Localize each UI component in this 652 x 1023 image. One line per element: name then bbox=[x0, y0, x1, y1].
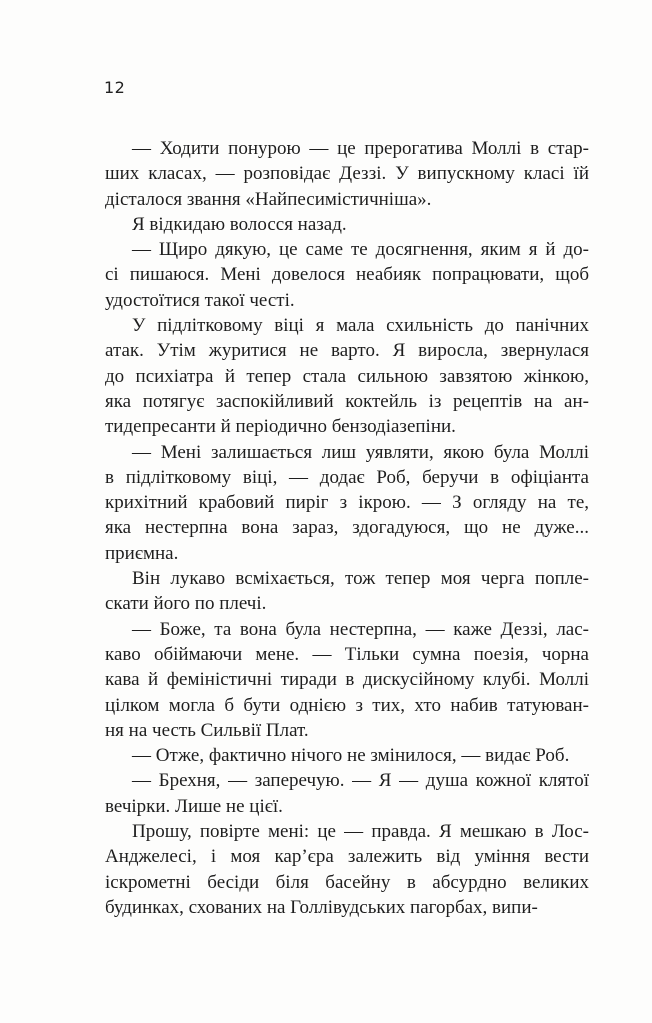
text-line: удостоїтися такої честі. bbox=[105, 289, 295, 311]
page-number: 12 bbox=[104, 78, 126, 97]
text-line: каво обіймаючи мене. — Тільки сумна поезія, чорна bbox=[105, 643, 589, 665]
paragraph bbox=[105, 743, 589, 768]
text-line: дісталося звання «Найпесимістичніша». bbox=[105, 188, 432, 210]
text-line: приємна. bbox=[105, 542, 179, 564]
text-line: яка нестерпна вона зараз, здогадуюся, що не дуже... bbox=[105, 517, 589, 539]
paragraph bbox=[105, 237, 589, 313]
paragraph bbox=[105, 313, 589, 439]
paragraph bbox=[105, 212, 589, 237]
text-line: яка потягує заспокійливий коктейль із рецептів на ан- bbox=[105, 390, 589, 412]
text-line: — Ходити понурою — це прерогатива Моллі в стар- bbox=[132, 138, 589, 159]
text-line: будинках, схованих на Голлівудських пагорбах, випи- bbox=[105, 896, 538, 918]
paragraph bbox=[105, 440, 589, 566]
text-line: тидепресанти й періодично бензодіазепіни. bbox=[105, 416, 456, 438]
text-line: іскрометні бесіди біля басейну в абсурдно великих bbox=[105, 871, 589, 893]
text-line: Прошу, повірте мені: це — правда. Я мешкаю в Лос- bbox=[132, 821, 589, 843]
text-line: — Мені залишається лиш уявляти, якою була Моллі bbox=[132, 441, 589, 463]
text-line: У підлітковому віці я мала схильність до панічних bbox=[132, 315, 589, 337]
text-line: крихітний крабовий пиріг з ікрою. — З огляду на те, bbox=[105, 492, 589, 514]
text-line: сі пишаюся. Мені довелося неабияк попрацювати, щоб bbox=[105, 264, 589, 286]
text-line: в підлітковому віці, — додає Роб, беручи в офіціанта bbox=[105, 466, 589, 488]
text-line: Він лукаво всміхається, тож тепер моя черга попле- bbox=[132, 568, 589, 590]
text-line: — Щиро дякую, це саме те досягнення, яким я й до- bbox=[132, 239, 589, 261]
text-line: Я відкидаю волосся назад. bbox=[132, 213, 347, 235]
paragraph bbox=[105, 566, 589, 617]
text-line: — Отже, фактично нічого не змінилося, — видає Роб. bbox=[132, 745, 570, 767]
text-line: — Боже, та вона була нестерпна, — каже Деззі, лас- bbox=[132, 618, 589, 640]
text-line: до психіатра й тепер стала сильною завзятою жінкою, bbox=[105, 365, 589, 387]
body-text bbox=[105, 136, 589, 920]
text-line: скати його по плечі. bbox=[105, 593, 267, 615]
paragraph bbox=[105, 136, 589, 212]
text-line: ших класах, — розповідає Деззі. У випускному класі їй bbox=[105, 163, 589, 185]
paragraph bbox=[105, 617, 589, 743]
text-line: ня на честь Сильвії Плат. bbox=[105, 719, 309, 741]
text-line: вечірки. Лише не цієї. bbox=[105, 795, 283, 817]
text-line: атак. Утім журитися не варто. Я виросла, звернулася bbox=[105, 340, 589, 362]
text-line: Анджелесі, і моя кар’єра залежить від уміння вести bbox=[105, 846, 589, 868]
text-line: — Брехня, — заперечую. — Я — душа кожної клятої bbox=[132, 770, 589, 792]
paragraph bbox=[105, 768, 589, 819]
text-line: кава й феміністичні тиради в дискусійному клубі. Моллі bbox=[105, 669, 589, 691]
text-line: цілком могла б бути однією з тих, хто набив татуюван- bbox=[105, 694, 589, 716]
paragraph bbox=[105, 819, 589, 920]
